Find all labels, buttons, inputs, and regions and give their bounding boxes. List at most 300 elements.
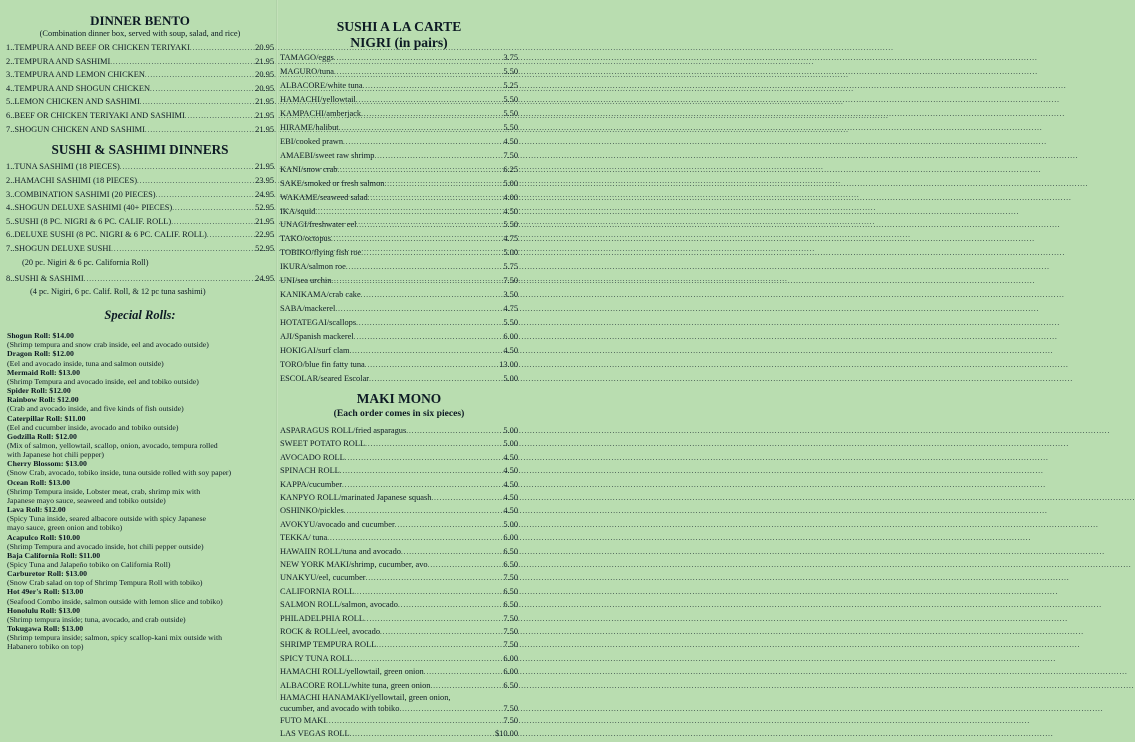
item-price: 7.50 (503, 276, 518, 286)
item-name (280, 638, 376, 651)
nigiri-item (280, 177, 518, 191)
item-price: 23.95 (255, 175, 274, 185)
maki-item (280, 638, 518, 651)
item-name (280, 65, 334, 79)
item-price: 21.95 (255, 124, 274, 134)
special-roll (7, 505, 274, 532)
item-price: 4.50 (503, 506, 518, 516)
item-name (280, 330, 354, 344)
item-name (280, 260, 346, 274)
item-label: AVOKYU/avocado and cucumber (280, 519, 395, 529)
item-price: 6.00 (503, 533, 518, 543)
item-label: IKURA/salmon roe (280, 262, 346, 272)
item-label: TUNA SASHIMI (18 PIECES) (14, 162, 120, 172)
maki-item (280, 464, 518, 477)
leader-dots (363, 80, 503, 94)
nigiri-item (280, 316, 518, 330)
item-number: 7.. (6, 124, 15, 134)
item-price: 5.50 (503, 95, 518, 104)
item-price: 4.50 (503, 452, 518, 462)
item-price: 4.50 (503, 136, 518, 146)
item-price: 4.50 (503, 345, 518, 355)
special-roll-description: (Spicy Tuna inside, seared albacore outside with spicy Japanese (7, 514, 206, 524)
item-label: BEEF OR CHICKEN TERIYAKI AND SASHIMI (14, 110, 185, 120)
leader-dots (137, 175, 254, 189)
item-label: AMAEBI/sweet raw shrimp (280, 150, 375, 160)
item-name (280, 205, 315, 219)
leader-dots (384, 178, 502, 192)
item-name (280, 652, 352, 665)
item-label: CALIFORNIA ROLL (280, 586, 355, 596)
special-roll-name: Lava Roll: $12.00 (7, 505, 66, 515)
leader-dots (120, 161, 254, 175)
bento-title: DINNER BENTO (90, 13, 190, 28)
leader-dots (171, 216, 254, 230)
leader-dots (354, 586, 502, 599)
special-roll-description: with Japanese hot chili pepper) (7, 450, 104, 460)
item-name (280, 437, 365, 450)
leader-dots (428, 559, 503, 572)
item-name (280, 316, 356, 330)
nigiri-item (280, 121, 518, 135)
nigiri-item (280, 218, 518, 232)
item-label: HOTATEGAI/scallops (280, 318, 357, 327)
item-price: $10.00 (494, 729, 518, 739)
nigiri-item (280, 358, 518, 372)
leader-dots (334, 52, 503, 66)
leader-dots (401, 546, 502, 559)
item-label: AVOCADO ROLL (280, 452, 345, 462)
item-price: 3.50 (503, 290, 518, 300)
maki-item (280, 437, 518, 450)
leader-dots (140, 96, 254, 110)
item-label: NEW YORK MAKI/shrimp, cucumber, avo (280, 560, 428, 569)
item-price: 7.50 (503, 150, 518, 160)
item-label: UNAKYU/eel, cucumber (280, 573, 366, 583)
item-name (280, 518, 395, 531)
item-label: HOKIGAI/surf clam (280, 345, 350, 355)
maki-subtitle: (Each order comes in six pieces) (333, 408, 465, 420)
bento-item (6, 55, 274, 69)
item-price: 6.00 (503, 653, 518, 663)
special-roll-description: (Shrimp tempura and snow crab inside, eel and avocado outside) (7, 340, 209, 350)
maki-list (280, 424, 518, 692)
leader-dots (190, 42, 254, 56)
item-price: 4.75 (503, 304, 518, 314)
maki-item (280, 665, 518, 678)
item-price: 21.95 (255, 216, 274, 226)
item-name (280, 491, 431, 504)
leader-dots (431, 680, 503, 693)
item-label: LAS VEGAS ROLL (280, 729, 350, 739)
special-roll-description: (Eel and avocado inside, tuna and salmon outside) (7, 358, 164, 368)
leader-dots (365, 438, 502, 451)
special-roll-name: Carburetor Roll: $13.00 (7, 569, 88, 579)
item-price: 52.95 (255, 243, 274, 253)
special-roll-description: (Shrimp Tempura and avocado inside, hot chili pepper outside) (7, 541, 204, 551)
right-column (280, 0, 518, 741)
special-roll-name: Spider Roll: $12.00 (7, 386, 71, 396)
nigiri-item (280, 65, 518, 79)
leader-dots (156, 189, 255, 203)
bento-item (6, 82, 274, 96)
leader-dots (185, 110, 254, 124)
special-roll (7, 606, 274, 624)
nigiri-item (280, 288, 518, 302)
item-label: TAMAGO/eggs (280, 53, 334, 63)
item-label: ALBACORE/white tuna (280, 81, 363, 91)
item-name (280, 625, 380, 638)
item-label: SPICY TUNA ROLL (280, 653, 353, 663)
item-price: 7.50 (503, 640, 518, 650)
item-name (6, 215, 171, 229)
nigiri-item (280, 107, 518, 121)
leader-dots (327, 532, 502, 545)
item-label: KAMPACHI/amberjack (280, 108, 362, 118)
item-label: PHILADELPHIA ROLL (280, 613, 364, 623)
leader-dots (344, 505, 503, 518)
item-number: 2.. (6, 175, 15, 185)
item-name (280, 545, 401, 558)
item-label: SAKE/smoked or fresh salmon (280, 178, 385, 188)
item-name (280, 107, 361, 121)
special-roll (7, 331, 274, 349)
maki-item (280, 625, 518, 638)
nigiri-item (280, 344, 518, 358)
special-roll (7, 459, 274, 477)
item-price: 7.50 (503, 613, 518, 623)
item-name (280, 478, 342, 491)
special-roll-name: Tokugawa Roll: $13.00 (7, 624, 84, 634)
item-name (6, 55, 110, 69)
item-name (280, 451, 345, 464)
nigiri-item (280, 372, 518, 386)
item-price: 4.50 (503, 479, 518, 489)
item-label: HAMACHI/yellowtail (280, 95, 356, 104)
special-roll-description: (Eel and cucumber inside, avocado and tobiko outside) (7, 422, 179, 432)
item-price: 6.50 (503, 546, 518, 556)
leader-dots (361, 247, 502, 261)
special-roll (7, 395, 274, 413)
item-name (6, 242, 111, 256)
leader-dots (337, 164, 502, 178)
item-name (280, 531, 327, 544)
item-number: 1.. (6, 162, 15, 172)
leader-dots (340, 465, 503, 478)
leader-dots (350, 728, 494, 741)
item-label: SABA/mackerel (280, 304, 336, 314)
item-price: 4.50 (503, 206, 518, 216)
nigiri-item (280, 246, 518, 260)
nigiri-item (280, 260, 518, 274)
special-roll-description: (Shrimp tempura inside; salmon, spicy scallop-kani mix outside with (7, 633, 223, 643)
item-name (280, 424, 406, 437)
item-price: 4.50 (503, 493, 518, 503)
leader-dots (356, 317, 502, 331)
maki-item (280, 679, 518, 692)
special-roll (7, 414, 274, 432)
item-price: 5.00 (503, 439, 518, 449)
maki-tail-list (280, 714, 518, 741)
item-price: 7.50 (503, 715, 518, 725)
leader-dots (345, 452, 503, 465)
item-label: TEMPURA AND SHOGUN CHICKEN (14, 83, 151, 93)
special-roll-description: Habanero tobiko on top) (7, 642, 84, 652)
left-column (6, 0, 274, 652)
item-name (280, 727, 350, 740)
special-roll (7, 386, 274, 395)
leader-dots (369, 373, 502, 387)
item-price: 21.95 (255, 110, 274, 120)
item-name (280, 79, 363, 93)
dinner-item (6, 188, 274, 202)
item-name (280, 135, 343, 149)
item-name (6, 68, 145, 82)
leader-dots (346, 261, 503, 275)
special-roll-description: Japanese mayo sauce, seaweed and tobiko outside) (7, 495, 166, 505)
leader-dots (424, 666, 503, 679)
maki-item (280, 504, 518, 517)
special-roll-description: (Snow Crab, avocado, tobiko inside, tuna outside rolled with soy paper) (7, 468, 232, 478)
leader-dots (398, 599, 502, 612)
item-label: SWEET POTATO ROLL (280, 439, 366, 449)
item-price: 6.25 (503, 164, 518, 174)
item-price: 6.50 (503, 680, 518, 690)
special-roll-description: (Shrimp Tempura inside, Lobster meat, crab, shrimp mix with (7, 486, 201, 496)
maki-item (280, 585, 518, 598)
item-name (6, 188, 156, 202)
maki-item (280, 727, 518, 740)
item-price: 5.75 (503, 262, 518, 272)
item-label: KANPYO ROLL/marinated Japanese squash (280, 493, 432, 503)
item-number: 7.. (6, 243, 15, 253)
item-label: TAKO/octopus (280, 234, 331, 244)
leader-dots (145, 124, 254, 138)
item-price: 52.95 (255, 203, 274, 213)
item-name (280, 679, 431, 692)
item-label: AJI/Spanish mackerel (280, 331, 354, 341)
item-price: 22.95 (255, 230, 274, 240)
item-price: 6.00 (503, 331, 518, 341)
dinner-item (6, 174, 274, 188)
bento-subtitle: (Combination dinner box, served with soup, salad, and rice) (39, 29, 241, 38)
item-name (6, 95, 140, 109)
special-roll-description: (Crab and avocado inside, and five kinds of fish outside) (7, 404, 184, 414)
item-name (6, 82, 150, 96)
item-price: 5.50 (503, 67, 518, 77)
leader-dots (352, 653, 502, 666)
item-price: 5.00 (503, 248, 518, 258)
item-name (280, 121, 339, 135)
item-price: 5.00 (503, 178, 518, 188)
leader-dots (111, 243, 254, 257)
item-name (280, 302, 335, 316)
item-name (280, 598, 398, 611)
maki-item (280, 612, 518, 625)
maki-item (280, 518, 518, 531)
bento-item (6, 95, 274, 109)
leader-dots (368, 192, 503, 206)
bento-list (6, 41, 274, 136)
item-price: 6.50 (503, 600, 518, 610)
item-label: TEMPURA AND LEMON CHICKEN (14, 70, 145, 80)
item-number: 2.. (6, 56, 15, 66)
special-roll (7, 432, 274, 459)
special-roll-name: Acapulco Roll: $10.00 (7, 532, 80, 542)
item-price: 24.95 (255, 189, 274, 199)
item-label: SUSHI (8 PC. NIGRI & 6 PC. CALIF. ROLL) (14, 216, 172, 226)
item-label: IKA/squid (280, 206, 316, 216)
special-roll-name: Ocean Roll: $13.00 (7, 477, 71, 487)
leader-dots (172, 202, 254, 216)
item-label: SHOGUN DELUXE SUSHI (14, 243, 112, 253)
item-name (280, 504, 344, 517)
maki-item (280, 714, 518, 727)
leader-dots (339, 122, 503, 136)
item-number: 3.. (6, 189, 15, 199)
special-roll-description: (Shrimp Tempura and avocado inside, eel and tobiko outside) (7, 376, 199, 386)
special-roll (7, 478, 274, 505)
item-price: 4.75 (503, 234, 518, 244)
special-roll-name: Baja California Roll: $11.00 (7, 550, 101, 560)
special-roll-name: Honolulu Roll: $13.00 (7, 605, 81, 615)
nigiri-item (280, 205, 518, 219)
item-label: DELUXE SUSHI (8 PC. NIGRI & 6 PC. CALIF. ROLL) (14, 230, 207, 240)
item-name (6, 41, 190, 55)
nigiri-item (280, 302, 518, 316)
item-label: UNI/sea urchin (280, 276, 332, 286)
item-name (280, 464, 340, 477)
maki-item (280, 451, 518, 464)
special-roll-name: Caterpillar Roll: $11.00 (7, 413, 86, 423)
leader-dots (399, 704, 502, 715)
item-label: LEMON CHICKEN AND SASHIMI (14, 97, 140, 107)
item-name (280, 665, 424, 678)
leader-dots (361, 108, 502, 122)
item-price: 5.50 (503, 318, 518, 327)
maki-item (280, 571, 518, 584)
item-number: 4.. (6, 83, 15, 93)
leader-dots (335, 303, 502, 317)
item-label: KANI/snow crab (280, 164, 338, 174)
item-name (280, 358, 365, 372)
page-fold (276, 0, 278, 700)
special-roll (7, 551, 274, 569)
item-price: 7.50 (503, 573, 518, 583)
leader-dots (334, 66, 502, 80)
item-name (280, 612, 364, 625)
item-name (280, 163, 337, 177)
leader-dots (366, 572, 503, 585)
leader-dots (376, 639, 502, 652)
leader-dots (364, 613, 502, 626)
item-number: 1.. (6, 43, 15, 52)
maki-item (280, 652, 518, 665)
leader-dots (374, 150, 502, 164)
leader-dots (354, 331, 503, 345)
item-price: 5.50 (503, 220, 518, 230)
alacarte-list (280, 51, 518, 386)
special-roll-name: Dragon Roll: $12.00 (7, 349, 74, 359)
special-roll-description: (Mix of salmon, yellowtail, scallop, onion, avocado, tempura rolled (7, 440, 218, 450)
item-label: EBI/cooked prawn (280, 136, 344, 146)
bento-item (6, 109, 274, 123)
dinner-item (6, 201, 274, 215)
item-label: ESCOLAR/seared Escolar (280, 373, 370, 383)
special-roll-description: (Snow Crab salad on top of Shrimp Tempura Roll with tobiko) (7, 578, 203, 588)
item-label: SPINACH ROLL (280, 466, 340, 476)
special-roll-name: Rainbow Roll: $12.00 (7, 395, 79, 405)
item-name (6, 109, 185, 123)
item-price: 20.95 (255, 43, 274, 52)
item-name (280, 177, 384, 191)
nigiri-item (280, 51, 518, 65)
nigiri-item (280, 79, 518, 93)
item-label: SHOGUN CHICKEN AND SASHIMI (14, 124, 145, 134)
nigiri-title: NIGRI (in pairs) (350, 34, 448, 50)
item-price: 21.95 (255, 162, 274, 172)
item-name (280, 558, 428, 571)
item-label: TEMPURA AND BEEF OR CHICKEN TERIYAKI (14, 43, 190, 52)
leader-dots (365, 359, 498, 373)
special-roll-name: Hot 49er's Roll: $13.00 (7, 587, 84, 597)
maki-item (280, 478, 518, 491)
leader-dots (431, 492, 502, 505)
item-label: OSHINKO/pickles (280, 506, 344, 516)
nigiri-item (280, 330, 518, 344)
leader-dots (406, 425, 502, 438)
item-number: 5.. (6, 97, 15, 107)
leader-dots (326, 715, 502, 728)
item-name (6, 160, 120, 174)
item-name (280, 246, 361, 260)
dinner-item-8: 8..SUSHI & SASHIMI ..... 24.95 (6, 272, 274, 286)
menu-page (0, 0, 522, 739)
special-roll-description: (Shrimp tempura inside; tuna, avocado, and crab outside) (7, 614, 186, 624)
nigiri-item (280, 149, 518, 163)
item-price: 4.00 (503, 192, 518, 202)
item-price: 6.50 (503, 560, 518, 569)
dinner-item (6, 242, 274, 256)
item-label: ASPARAGUS ROLL/fried asparagus (280, 426, 407, 436)
item-label: KAPPA/cucumber (280, 479, 343, 489)
special-roll (7, 349, 274, 367)
item-label: HAMACHI ROLL/yellowtail, green onion (280, 667, 424, 677)
item-price: 20.95 (255, 70, 274, 80)
special-roll-name: Shogun Roll: $14.00 (7, 331, 74, 341)
item-number: 3.. (6, 70, 15, 80)
item-name (280, 93, 356, 107)
dinner-item (6, 160, 274, 174)
leader-dots (395, 519, 503, 532)
maki-item (280, 545, 518, 558)
item-label: SHRIMP TEMPURA ROLL (280, 640, 377, 650)
item-price: 21.95 (255, 56, 274, 66)
leader-dots (343, 136, 502, 150)
item-name (280, 714, 326, 727)
maki-item (280, 598, 518, 611)
item-label: TORO/blue fin fatty tuna (280, 359, 365, 369)
alacarte-title: SUSHI A LA CARTE (336, 19, 462, 34)
item-price: 5.00 (503, 373, 518, 383)
leader-dots (357, 219, 503, 233)
hanamaki-line1: HAMACHI HANAMAKI/yellowtail, green onion, (280, 692, 451, 702)
special-roll (7, 569, 274, 587)
item-price: 21.95 (255, 97, 274, 107)
special-roll (7, 533, 274, 551)
leader-dots (361, 289, 503, 303)
dinner-item (6, 228, 274, 242)
